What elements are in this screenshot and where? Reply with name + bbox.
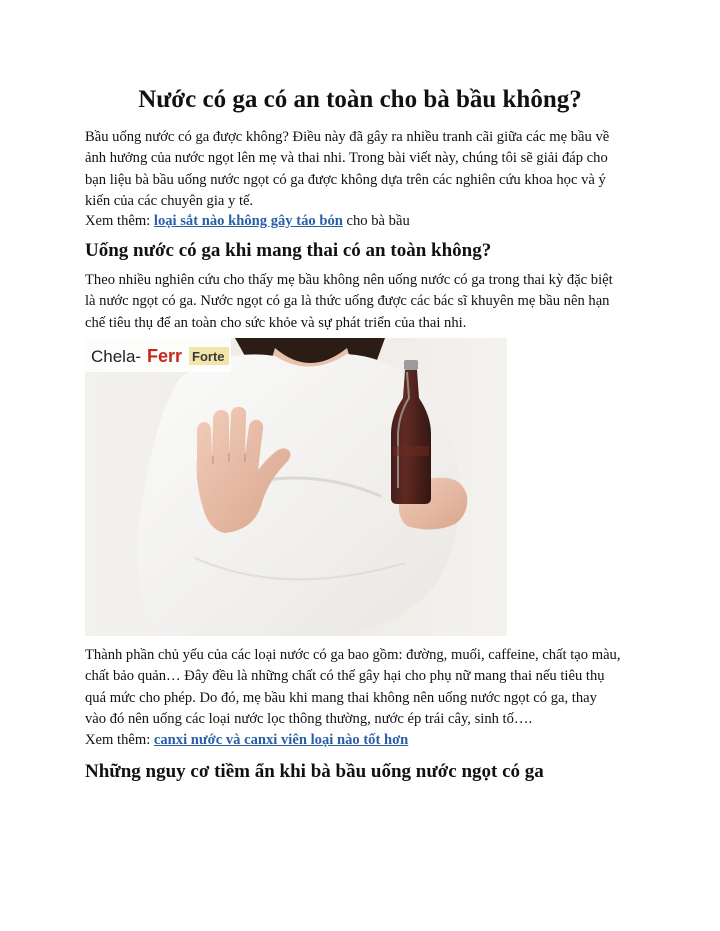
ingredients-paragraph	[85, 645, 637, 731]
chela-ferr-forte-logo	[85, 338, 231, 372]
intro-line: ảnh hưởng của nước ngọt lên mẹ và thai nhi. Trong bài viết này, chúng tôi sẽ giải đáp cho	[85, 150, 608, 167]
see-more-2	[85, 730, 408, 750]
see-more-suffix: cho bà bầu	[342, 213, 410, 229]
intro-paragraph	[85, 127, 637, 213]
safety-paragraph	[85, 270, 637, 334]
pregnant-woman-refusing-soda-illustration	[85, 338, 507, 636]
svg-text:Chela-: Chela-	[91, 347, 142, 366]
ingredients-line: quá mức cho phép. Do đó, mẹ bầu khi mang thai không nên uống nước ngọt có ga, thay	[85, 689, 597, 706]
see-more-prefix: Xem thêm:	[85, 213, 154, 229]
svg-text:Forte: Forte	[192, 349, 225, 364]
ingredients-line: Thành phần chủ yếu của các loại nước có ga bao gồm: đường, muối, caffeine, chất tạo màu,	[85, 647, 621, 663]
safety-line: Theo nhiều nghiên cứu cho thấy mẹ bầu không nên uống nước có ga trong thai kỳ đặc biệt	[85, 272, 613, 288]
ingredients-line: chất bảo quản… Đây đều là những chất có thể gây hại cho phụ nữ mang thai nếu tiêu thụ	[85, 668, 605, 685]
intro-line: kiến của các chuyên gia y tế.	[85, 193, 254, 210]
calcium-comparison-link[interactable]: canxi nước và canxi viên loại nào tốt hơn	[153, 732, 409, 748]
intro-line: Bầu uống nước có ga được không? Điều này đã gây ra nhiều tranh cãi giữa các mẹ bầu về	[85, 129, 610, 145]
see-more-1	[85, 211, 410, 231]
page-title: Nước có ga có an toàn cho bà bầu không?	[138, 86, 582, 113]
safety-line: chế tiêu thụ để an toàn cho sức khỏe và sự phát triển của thai nhi.	[85, 314, 467, 331]
section-heading-safety: Uống nước có ga khi mang thai có an toàn không?	[85, 240, 492, 261]
iron-supplement-link[interactable]: loại sắt nào không gây táo bón	[153, 213, 343, 229]
ingredients-line: vào đó nên uống các loại nước lọc thông thường, nước ép trái cây, sinh tố….	[85, 711, 533, 728]
svg-text:Ferr: Ferr	[147, 346, 183, 366]
safety-line: là nước ngọt có ga. Nước ngọt có ga là thức uống được các bác sĩ khuyên mẹ bầu nên hạn	[85, 293, 610, 310]
intro-line: bạn liệu bà bầu uống nước ngọt có ga được không dựa trên các nghiên cứu khoa học và ý	[85, 171, 606, 188]
see-more-prefix: Xem thêm:	[85, 732, 154, 748]
article-photo	[85, 338, 507, 636]
section-heading-risks: Những nguy cơ tiềm ẩn khi bà bầu uống nước ngọt có ga	[85, 761, 544, 782]
